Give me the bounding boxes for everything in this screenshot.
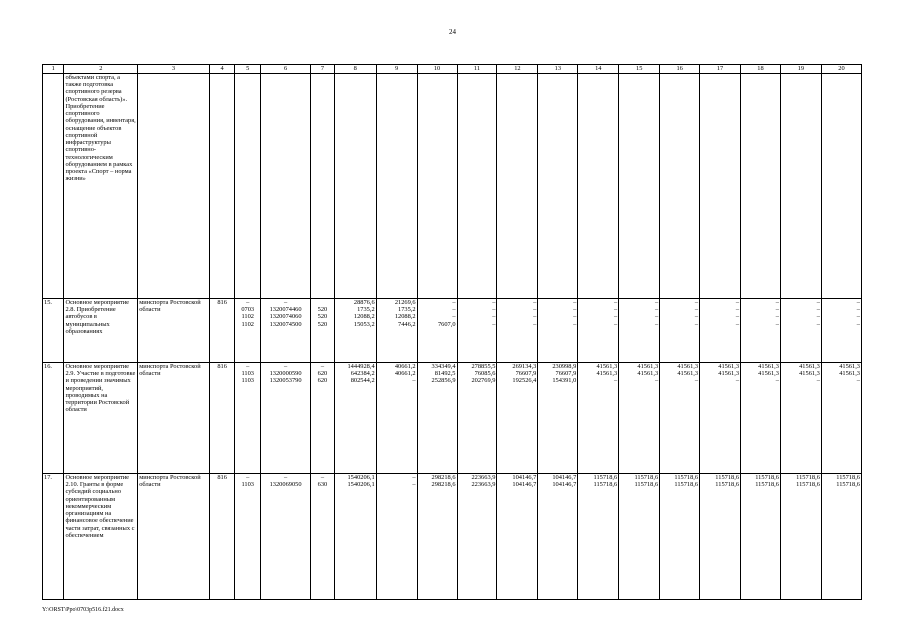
cell-value: – xyxy=(452,313,456,321)
cell-value: 41561,3 xyxy=(596,370,618,378)
cell-value: 520 xyxy=(317,313,328,321)
cell-value: 202769,9 xyxy=(471,377,496,385)
cell-value: 115718,6 xyxy=(715,481,740,489)
grbs-cell: 816 xyxy=(209,474,235,600)
cell-value: 223663,9 xyxy=(471,481,496,489)
amount-cell xyxy=(334,299,376,363)
column-number-cell: 3 xyxy=(138,65,210,74)
cell-value: – xyxy=(654,306,659,314)
cell-value: – xyxy=(735,299,740,306)
amount-cell xyxy=(700,363,741,474)
cell-value: – xyxy=(246,299,250,306)
cell-value: 269134,3 xyxy=(512,363,537,370)
table-row xyxy=(43,299,862,363)
cell-value: 41561,3 xyxy=(799,370,820,378)
cell-value: 802544,2 xyxy=(350,377,375,385)
amount-cell xyxy=(497,474,538,600)
cell-value: 76607,9 xyxy=(515,370,537,378)
cell-value: – xyxy=(614,299,618,306)
cell-value: 41561,3 xyxy=(637,370,659,378)
csr-cell xyxy=(261,299,311,363)
cell-value: 104146,7 xyxy=(552,481,577,489)
cell-value: – xyxy=(533,306,537,314)
cell-value: – xyxy=(694,377,699,385)
amount-cell xyxy=(619,474,660,600)
cell-value: 1103 xyxy=(241,377,254,385)
executor-cell: минспорта Ростовской области xyxy=(138,474,210,600)
cell-value: 115718,6 xyxy=(634,474,659,481)
vr-cell xyxy=(311,363,335,474)
column-number-cell: 14 xyxy=(578,65,619,74)
column-number-cell: 8 xyxy=(334,65,376,74)
cell-value: 115718,6 xyxy=(755,481,779,489)
cell-value: 1735,2 xyxy=(398,306,416,314)
cell-value: 7607,0 xyxy=(437,320,456,328)
column-number-cell: 17 xyxy=(700,65,741,74)
column-number-cell: 16 xyxy=(660,65,700,74)
cell-value: 115718,6 xyxy=(796,481,820,489)
amount-cell xyxy=(417,363,457,474)
cell-value: 520 xyxy=(317,320,328,328)
cell-value: 1103 xyxy=(241,481,254,489)
column-number-cell: 2 xyxy=(64,65,138,74)
cell-value: 520 xyxy=(317,306,328,314)
amount-cell xyxy=(376,299,417,363)
cell-value: 252856,9 xyxy=(431,377,456,385)
cell-value: 115718,6 xyxy=(593,474,618,481)
amount-cell xyxy=(619,299,660,363)
cell-value: 41561,3 xyxy=(839,363,860,370)
cell-value: 76085,6 xyxy=(474,370,496,378)
cell-value: 115718,6 xyxy=(796,474,820,481)
cell-value: – xyxy=(573,306,577,314)
cell-value: – xyxy=(533,313,537,321)
cell-value: 115718,6 xyxy=(836,474,860,481)
amount-cell xyxy=(497,299,538,363)
cell-value: – xyxy=(775,320,779,328)
cell-value: – xyxy=(694,313,699,321)
executor-cell: минспорта Ростовской области xyxy=(138,363,210,474)
cell-value: 1320000590 xyxy=(269,370,302,378)
cell-value: 192526,4 xyxy=(512,377,537,385)
cell-value: – xyxy=(283,474,288,481)
amount-cell xyxy=(660,299,700,363)
cell-value: – xyxy=(816,313,820,321)
cell-value: 41561,3 xyxy=(596,363,618,370)
amount-cell xyxy=(660,474,700,600)
cell-value: – xyxy=(816,299,820,306)
cell-value: 230998,9 xyxy=(552,363,577,370)
cell-value: – xyxy=(775,313,779,321)
column-number-cell: 4 xyxy=(209,65,235,74)
cell-value: 28876,6 xyxy=(353,299,375,306)
cell-value: – xyxy=(735,320,740,328)
cell-value: 104146,7 xyxy=(512,474,537,481)
column-number-cell: 5 xyxy=(235,65,261,74)
column-number-cell: 18 xyxy=(741,65,781,74)
executor-cell: минспорта Ростовской области xyxy=(138,299,210,363)
cell-value: 0703 xyxy=(241,306,255,314)
cell-value: – xyxy=(856,299,860,306)
amount-cell xyxy=(821,299,861,363)
cell-value: 115718,6 xyxy=(634,481,659,489)
cell-value: 278855,5 xyxy=(471,363,496,370)
amount-cell xyxy=(334,363,376,474)
column-number-cell: 9 xyxy=(376,65,417,74)
cell-value: – xyxy=(816,320,820,328)
cell-value: 12088,2 xyxy=(394,313,416,321)
cell-value: – xyxy=(694,299,699,306)
cell-value: 40661,2 xyxy=(394,370,416,378)
cell-value: – xyxy=(492,306,496,314)
cell-value: 41561,3 xyxy=(677,363,699,370)
cell-value: 1444928,4 xyxy=(347,363,375,370)
cell-value: 115718,6 xyxy=(755,474,779,481)
cell-value: – xyxy=(412,474,416,481)
cell-value: – xyxy=(694,320,699,328)
cell-value: 298218,6 xyxy=(431,474,456,481)
amount-cell xyxy=(619,363,660,474)
cell-value: 1540206,1 xyxy=(347,481,375,489)
row-number-cell: 17. xyxy=(43,474,64,600)
amount-cell xyxy=(497,363,538,474)
cell-value: 298218,6 xyxy=(431,481,456,489)
cell-value: – xyxy=(614,320,618,328)
cell-value: 630 xyxy=(317,481,328,489)
cell-value: – xyxy=(654,377,659,385)
table-row xyxy=(43,363,862,474)
cell-value: 41561,3 xyxy=(839,370,860,378)
cell-value: 81492,5 xyxy=(434,370,456,378)
csr-cell xyxy=(261,363,311,474)
cell-value: – xyxy=(452,306,456,314)
vr-cell xyxy=(311,474,335,600)
column-number-cell: 1 xyxy=(43,65,64,74)
cell-value: – xyxy=(775,306,779,314)
amount-cell xyxy=(741,299,781,363)
amount-cell xyxy=(376,363,417,474)
amount-cell xyxy=(741,474,781,600)
column-number-row xyxy=(43,65,862,74)
cell-value: – xyxy=(533,320,537,328)
cell-value: – xyxy=(573,320,577,328)
cell-value: 115718,6 xyxy=(715,474,740,481)
cell-value: – xyxy=(735,377,740,385)
row-number-cell: 15. xyxy=(43,299,64,363)
cell-value: 41561,3 xyxy=(758,370,779,378)
column-number-cell: 7 xyxy=(311,65,335,74)
column-number-cell: 19 xyxy=(780,65,821,74)
footer-file-path: Y:\ORST\Ppo\0703p516.f21.docx xyxy=(42,607,124,613)
cell-value: 1735,2 xyxy=(357,306,375,314)
budget-table xyxy=(42,64,862,600)
amount-cell xyxy=(780,299,821,363)
cell-value: 115718,6 xyxy=(836,481,860,489)
cell-value: 41561,3 xyxy=(799,363,820,370)
cell-value: – xyxy=(856,377,860,385)
amount-cell xyxy=(700,299,741,363)
cell-value: 115718,6 xyxy=(674,474,699,481)
amount-cell xyxy=(417,299,457,363)
amount-cell xyxy=(457,363,497,474)
column-number-cell: 15 xyxy=(619,65,660,74)
amount-cell xyxy=(578,299,619,363)
cell-value: 41561,3 xyxy=(718,370,740,378)
cell-value: – xyxy=(654,320,659,328)
cell-value: 1103 xyxy=(241,370,254,378)
cell-value: – xyxy=(816,306,820,314)
cell-value: – xyxy=(856,306,860,314)
cell-value: – xyxy=(492,299,496,306)
amount-cell xyxy=(578,363,619,474)
cell-value: – xyxy=(573,313,577,321)
cell-value: 1320074500 xyxy=(269,320,302,328)
cell-value: 334349,4 xyxy=(431,363,456,370)
table-row xyxy=(43,74,862,299)
rz-pr-cell xyxy=(235,299,261,363)
cell-value: 115718,6 xyxy=(593,481,618,489)
cell-value: 1102 xyxy=(241,320,254,328)
csr-cell xyxy=(261,474,311,600)
measure-name-cell: Основное мероприятие 2.8. Приобретение автобусов в муниципальных образованиях xyxy=(64,299,138,363)
grbs-cell: 816 xyxy=(209,363,235,474)
grbs-cell: 816 xyxy=(209,299,235,363)
cell-value: 12088,2 xyxy=(353,313,375,321)
table-row xyxy=(43,474,862,600)
rz-pr-cell xyxy=(235,363,261,474)
cell-value: 21269,6 xyxy=(394,299,416,306)
column-number-cell: 10 xyxy=(417,65,457,74)
cell-value: – xyxy=(735,313,740,321)
cell-value: – xyxy=(775,377,779,385)
cell-value: 1540206,1 xyxy=(347,474,375,481)
cell-value: 1320069050 xyxy=(269,481,302,489)
cell-value: – xyxy=(320,363,325,370)
column-number-cell: 12 xyxy=(497,65,538,74)
amount-cell xyxy=(457,299,497,363)
cell-value xyxy=(312,299,333,306)
amount-cell xyxy=(417,474,457,600)
cell-value: 104146,7 xyxy=(552,474,577,481)
cell-value: 642384,2 xyxy=(350,370,375,378)
cell-value: – xyxy=(492,313,496,321)
cell-value: 115718,6 xyxy=(674,481,699,489)
cell-value: 620 xyxy=(317,377,328,385)
cell-value: – xyxy=(775,299,779,306)
cell-value: – xyxy=(246,363,250,370)
cell-value: – xyxy=(573,299,577,306)
cell-value: 41561,3 xyxy=(718,363,740,370)
cell-value: 40661,2 xyxy=(394,363,416,370)
cell-value: 104146,7 xyxy=(512,481,537,489)
amount-cell xyxy=(780,363,821,474)
amount-cell xyxy=(578,474,619,600)
cell-value: – xyxy=(283,299,288,306)
cell-value: – xyxy=(856,320,860,328)
amount-cell xyxy=(376,474,417,600)
cell-value: – xyxy=(412,481,416,489)
cell-value: – xyxy=(452,299,456,306)
vr-cell xyxy=(311,299,335,363)
amount-cell xyxy=(538,474,578,600)
cell-value: 1102 xyxy=(241,313,254,321)
cell-value: 1320053790 xyxy=(269,377,302,385)
cell-value: – xyxy=(614,313,618,321)
cell-value: 1320074060 xyxy=(269,313,302,321)
column-number-cell: 6 xyxy=(261,65,311,74)
cell-value: 41561,3 xyxy=(637,363,659,370)
cell-value: – xyxy=(654,313,659,321)
column-number-cell: 13 xyxy=(538,65,578,74)
measure-name-cell: объектами спорта, а также подготовка спортивного резерва (Ростовская область)». Приобретение спортивного оборудования, инвентаря, оснащение объектов спортивной инфраструктуры спортивно-технологическим оборудованием в рамках проекта «Спорт – норма жизни» xyxy=(64,74,138,299)
cell-value: – xyxy=(735,306,740,314)
cell-value: 1320074460 xyxy=(269,306,302,314)
amount-cell xyxy=(538,363,578,474)
rz-pr-cell xyxy=(235,474,261,600)
cell-value: 41561,3 xyxy=(677,370,699,378)
amount-cell xyxy=(700,474,741,600)
page-number: 24 xyxy=(449,28,456,36)
cell-value: – xyxy=(412,377,416,385)
cell-value: 620 xyxy=(317,370,328,378)
amount-cell xyxy=(741,363,781,474)
amount-cell xyxy=(780,474,821,600)
cell-value: – xyxy=(283,363,288,370)
cell-value: 15053,2 xyxy=(353,320,375,328)
cell-value: – xyxy=(856,313,860,321)
amount-cell xyxy=(660,363,700,474)
cell-value: – xyxy=(320,474,325,481)
cell-value: 154391,0 xyxy=(552,377,577,385)
cell-value: – xyxy=(492,320,496,328)
amount-cell xyxy=(821,474,861,600)
row-number-cell: 16. xyxy=(43,363,64,474)
amount-cell xyxy=(821,363,861,474)
amount-cell xyxy=(457,474,497,600)
cell-value: – xyxy=(816,377,820,385)
column-number-cell: 11 xyxy=(457,65,497,74)
cell-value: – xyxy=(614,377,618,385)
cell-value: – xyxy=(694,306,699,314)
cell-value: – xyxy=(614,306,618,314)
measure-name-cell: Основное мероприятие 2.10. Гранты в форме субсидий социально ориентированным некоммерческим организациям на финансовое обеспечение части затрат, связанных с обеспечением xyxy=(64,474,138,600)
cell-value: – xyxy=(533,299,537,306)
amount-cell xyxy=(538,299,578,363)
amount-cell xyxy=(334,474,376,600)
cell-value: – xyxy=(246,474,250,481)
measure-name-cell: Основное мероприятие 2.9. Участие в подготовке и проведении значимых мероприятий, проводимых на территории Ростовской области xyxy=(64,363,138,474)
cell-value: 223663,9 xyxy=(471,474,496,481)
cell-value: 7446,2 xyxy=(398,320,416,328)
cell-value: – xyxy=(654,299,659,306)
row-number-cell xyxy=(43,74,64,299)
cell-value: 41561,3 xyxy=(758,363,779,370)
cell-value: 76607,9 xyxy=(555,370,577,378)
column-number-cell: 20 xyxy=(821,65,861,74)
